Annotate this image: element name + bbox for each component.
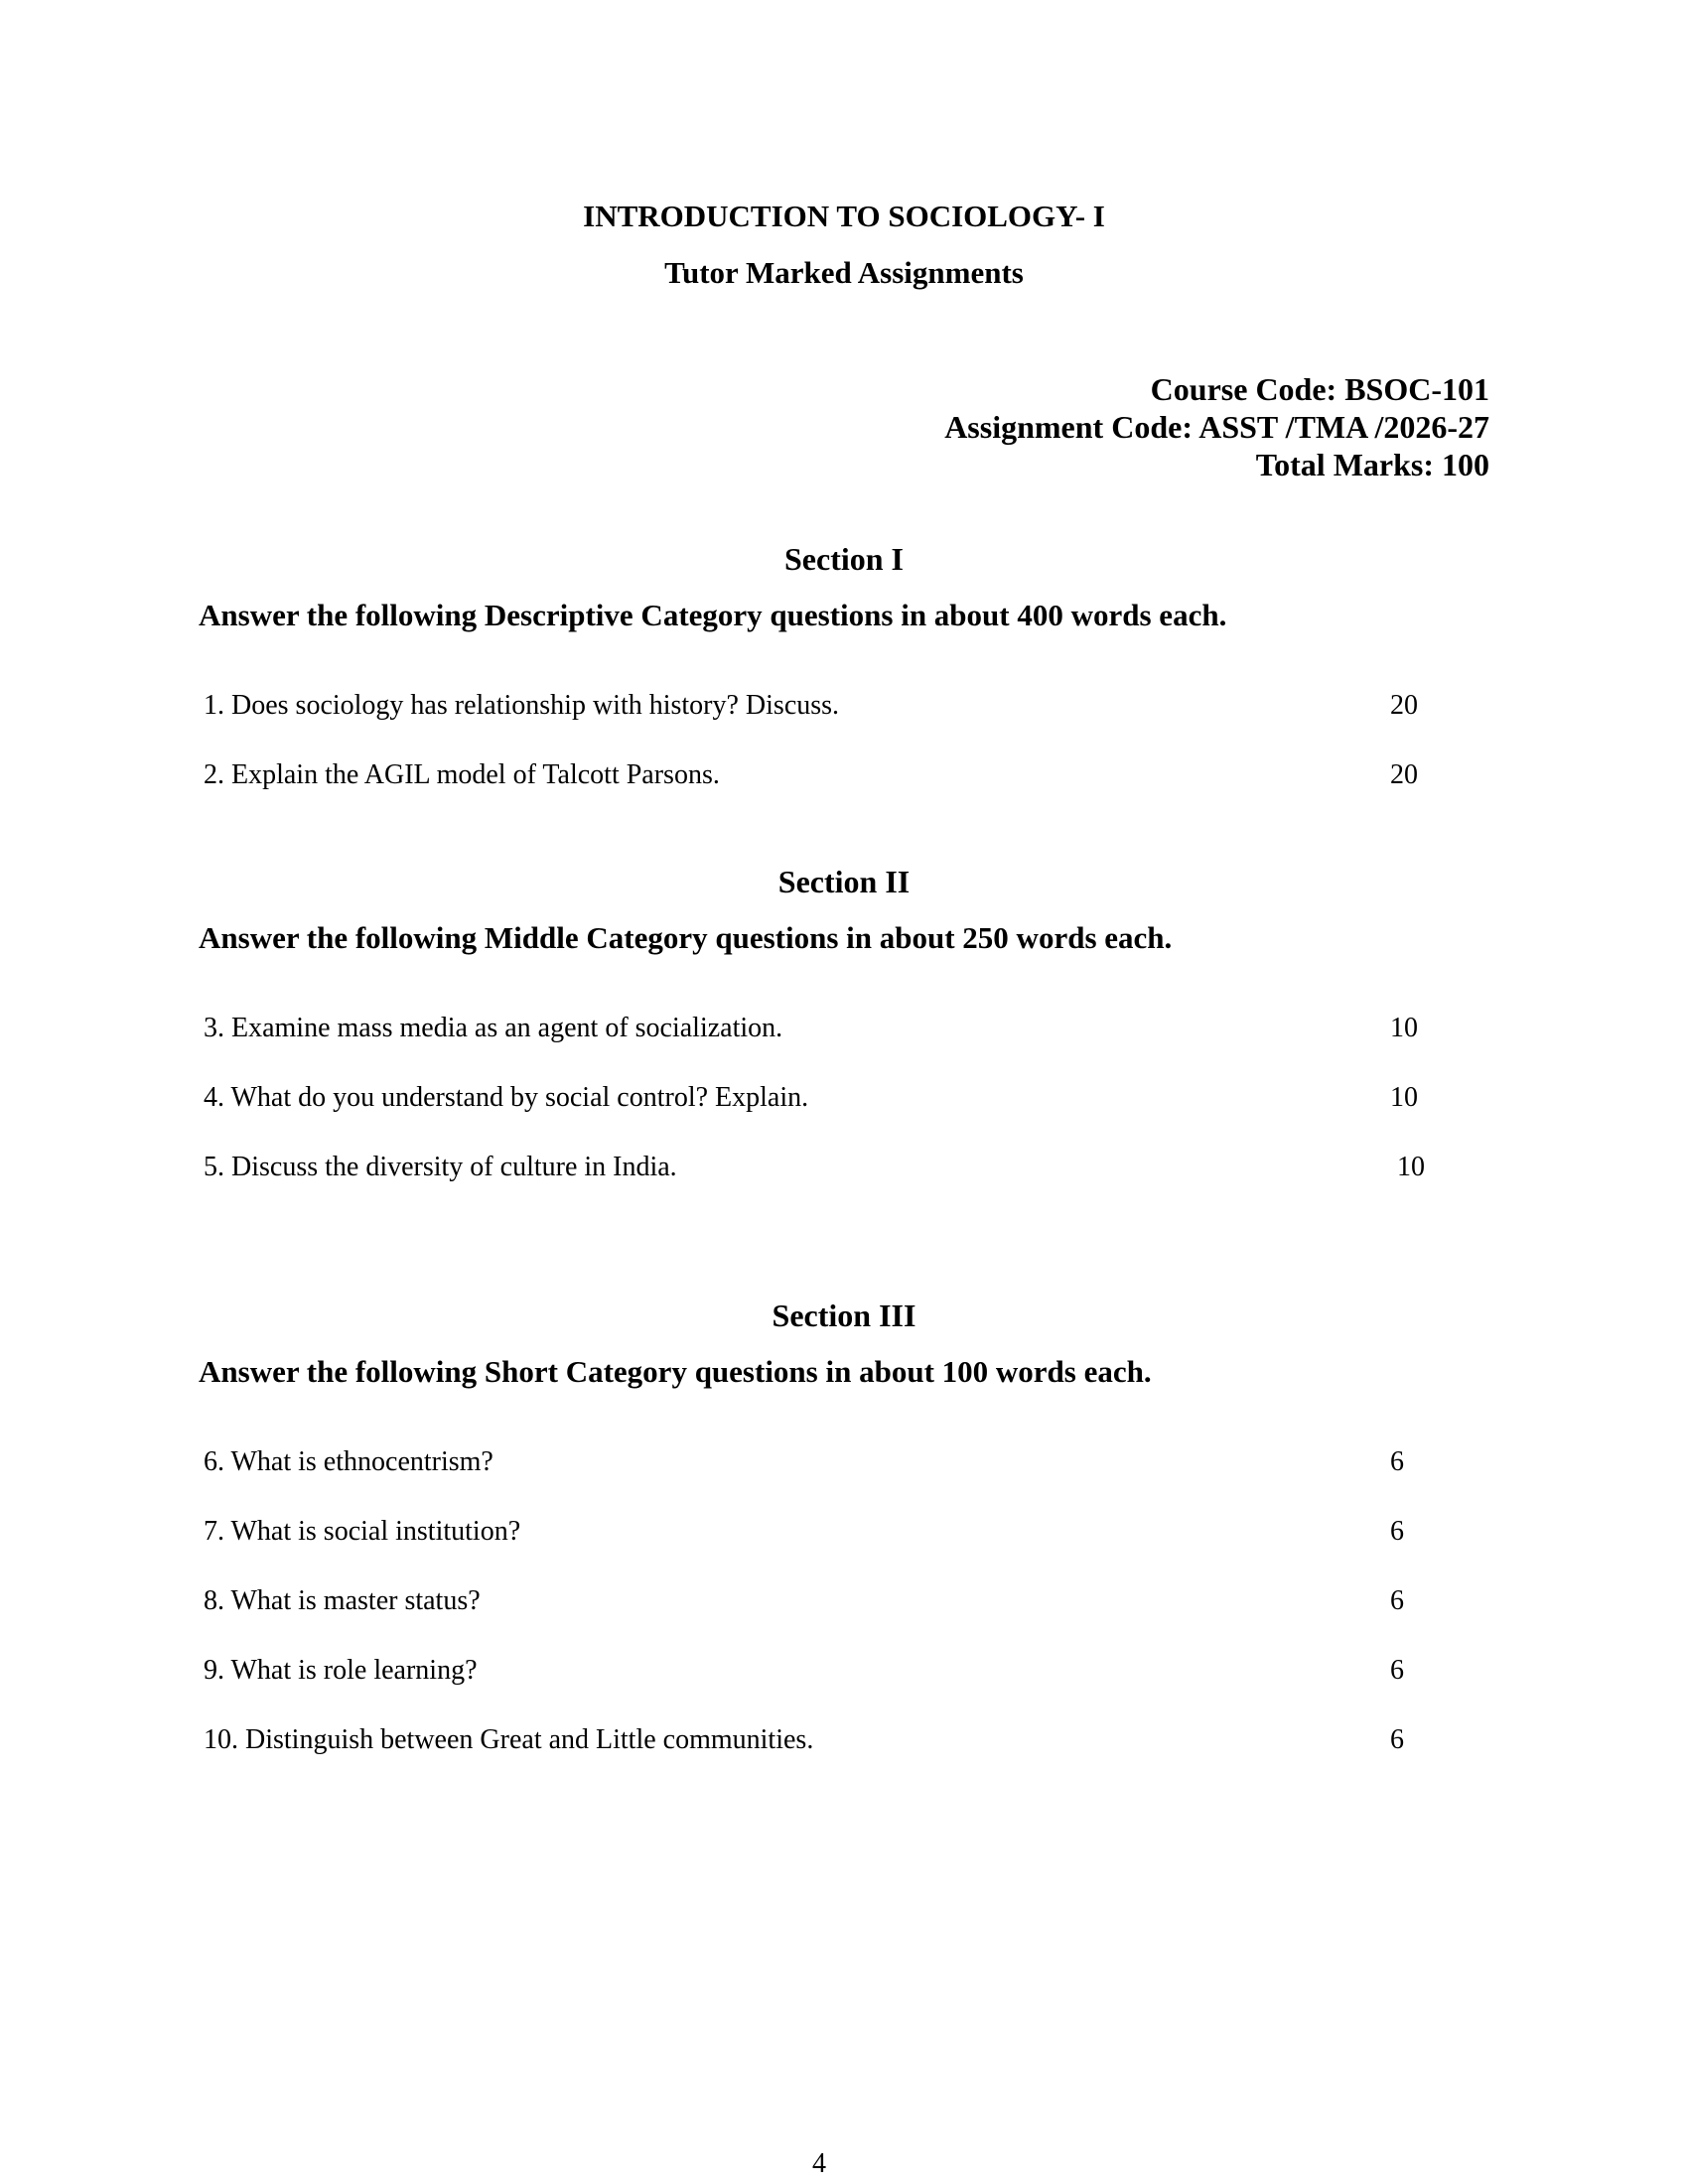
question-text: 3. Examine mass media as an agent of socialization. (204, 1013, 783, 1043)
question-text: 2. Explain the AGIL model of Talcott Parsons. (204, 759, 720, 790)
section-heading: Section II (777, 864, 911, 899)
section-instruction: Answer the following Middle Category questions in about 250 words each. (199, 920, 1173, 955)
question-marks: 10 (1397, 1152, 1425, 1182)
document-subtitle: Tutor Marked Assignments (664, 255, 1024, 290)
question-marks: 6 (1390, 1724, 1404, 1755)
question-text: 9. What is role learning? (204, 1655, 478, 1686)
total-marks: Total Marks: 100 (1255, 447, 1489, 482)
question-marks: 6 (1390, 1655, 1404, 1686)
question-marks: 10 (1390, 1082, 1418, 1113)
question-text: 6. What is ethnocentrism? (204, 1446, 493, 1477)
question-text: 8. What is master status? (204, 1585, 481, 1616)
assignment-meta (944, 370, 1489, 483)
question-marks: 20 (1390, 690, 1418, 721)
question-text: 5. Discuss the diversity of culture in India. (204, 1152, 677, 1182)
assignment-code: Assignment Code: ASST /TMA /2026-27 (944, 409, 1489, 445)
question-marks: 6 (1390, 1585, 1404, 1616)
question-marks: 6 (1390, 1516, 1404, 1547)
section-instruction: Answer the following Short Category questions in about 100 words each. (199, 1354, 1152, 1389)
page-number: 4 (812, 2148, 826, 2179)
section-heading: Section III (772, 1297, 916, 1333)
question-text: 4. What do you understand by social control? Explain. (204, 1082, 809, 1113)
course-code: Course Code: BSOC-101 (1150, 371, 1489, 407)
question-marks: 20 (1390, 759, 1418, 790)
section-heading: Section I (784, 541, 904, 577)
question-text: 10. Distinguish between Great and Little communities. (204, 1724, 814, 1755)
document-title: INTRODUCTION TO SOCIOLOGY- I (583, 199, 1105, 233)
question-text: 7. What is social institution? (204, 1516, 521, 1547)
question-text: 1. Does sociology has relationship with history? Discuss. (204, 690, 840, 721)
section-instruction: Answer the following Descriptive Category questions in about 400 words each. (199, 598, 1227, 632)
question-marks: 10 (1390, 1013, 1418, 1043)
question-marks: 6 (1390, 1446, 1404, 1477)
